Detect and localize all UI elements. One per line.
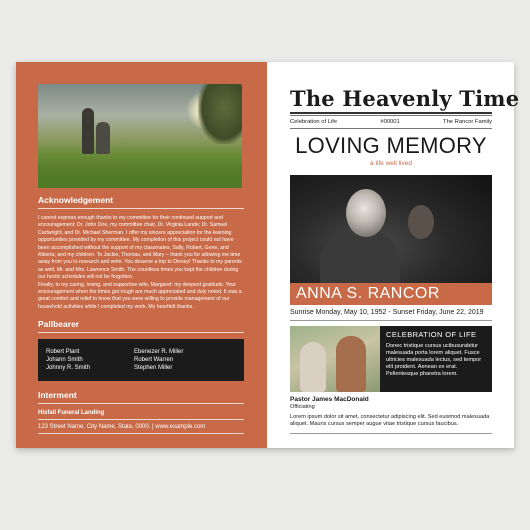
closing-text: Lorem ipsum dolor sit amet, consectetur adipiscing elit. Sed euismod malesuada aliquet. Mauris cursus semper augue vitae tristique cursus faucibus. [290,414,490,428]
pallbearer-column-2 [134,348,222,381]
park-photo [38,84,242,188]
celebration-section [290,326,492,392]
interment-rule [38,403,244,404]
acknowledgement-paragraph: I cannot express enough thanks to my committee for their continued support and encouragement: Dr. John Doe, my committee chair, Dr. Virginia Lande; Dr. Samuel Cartwright, and Dr. Michael Sherman. I offer my sincere appreciation for the learning opportunities provided by my committee. My completion of this project could not have been accomplished without the support of my classmates, Sally, Robert, Gene, and Alberta; and my children. To Jackie, Thomas, and Mary – thank you for allowing me time away from you to research and write. You deserve a trip to Disney! Thanks to my parents as well, Mr. and Mrs. Lawrence Smith. The countless times you kept the children during our hectic schedules will not be forgotten. [38,215,242,281]
portrait-photo [290,175,492,305]
trees [198,84,242,144]
pallbearer-column-1 [46,348,134,381]
meta-family: The Rancor Family [443,119,492,125]
deceased-name: ANNA S. RANCOR [290,283,492,305]
acknowledgement-title: Acknowledgement [38,195,114,205]
wheelchair-silhouette [96,122,110,154]
interment-address: 123 Street Name, City Name, State, 0000. | www.example.com [38,424,206,431]
dates-rule [290,320,492,321]
pallbearer-rule [38,332,244,333]
background-figure [408,205,434,239]
grass [38,150,242,188]
meta-left: Celebration of Life [290,119,338,125]
interment-place: Hisfall Funeral Landing [38,410,105,417]
interment-place-rule [38,419,244,420]
interment-address-rule [38,433,244,434]
left-panel [16,62,267,448]
pallbearer-name: Robert Warren [134,357,174,364]
pallbearer-name: Johnny R. Smith [46,365,91,372]
family-photo [290,326,380,392]
right-panel [267,62,520,448]
meta-rule [290,128,492,129]
pallbearer-name: Johann Smith [46,357,83,364]
tagline: a life well lived [370,160,412,167]
masthead-rule [290,112,492,114]
pallbearer-name: Robert Plant [46,349,80,356]
program-sheet [16,62,520,448]
celebration-text: Donec tristique cursus ucibusurabitur malesuada porta lorem aliquet. Fusce ultricies malesuada lectus, sed tempor elit proident. Aenean ex erat. Pellentesque pharetra lorem. [386,343,482,377]
pallbearer-title: Pallbearer [38,319,80,330]
pallbearer-name: Ebenezer R. Miller [134,349,184,356]
pallbearer-box [38,339,244,381]
acknowledgement-rule [38,208,244,209]
family-figure [336,336,366,392]
meta-issue: #00001 [380,119,400,125]
life-dates: Sunrise Monday, May 10, 1952 - Sunset Friday, June 22, 2019 [290,309,484,316]
headline: LOVING MEMORY [295,133,487,158]
celebration-title: CELEBRATION OF LIFE [386,330,477,339]
pastor-name: Pastor James MacDonald [290,396,369,403]
newspaper-masthead: The Heavenly Time [290,86,520,111]
acknowledgement-paragraph: Finally, to my caring, loving, and supportive wife, Margaret: my deepest gratitude. Your encouragement when the times got rough are much appreciated and duly noted. It was a great comfort and relief to know that you were willing to provide management of our household activities while I completed my work. My heartfelt thanks. [38,281,242,310]
person-silhouette [82,108,94,154]
acknowledgement-text [38,215,244,311]
portrait-head [346,189,386,237]
officiating-label: Officiating [290,404,315,410]
portrait-body [320,231,400,291]
pallbearer-name: Stephen Miller [134,365,173,372]
interment-title: Interment [38,390,77,401]
family-figure [300,342,326,392]
meta-row [290,116,492,128]
celebration-box [380,326,492,392]
closing-rule [290,433,492,434]
